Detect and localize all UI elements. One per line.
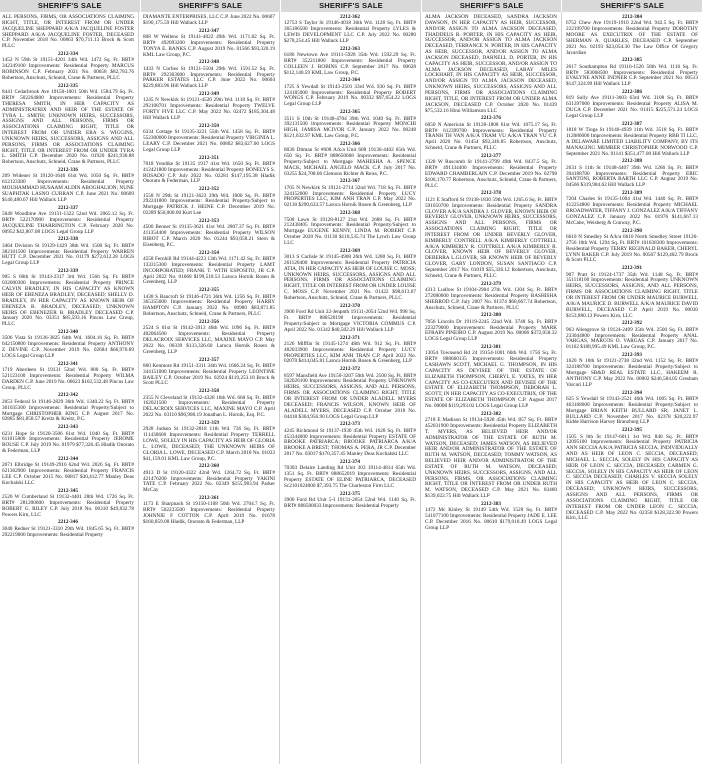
sale-notice-text: 3900 Ford Rd Unit 22-Jenpnth 19131-2054 52nd Wd. 998 Sq. Ft. BRT# 888520198 Improvements: Residential Property/Subject to Mortgage VICTORIA COMMUS C.P. April 2022 No. 01342 $40,502.29 Hill Wallack LLP	[284, 309, 416, 333]
sale-number: 2212-393	[621, 352, 643, 359]
sale-notice-text: 12753 S Taylor St 19146-4018 36th Wd. 1128 Sq. Ft. BRT# 365186500 Improvements: Residential Property LYLES & LEWIS DEVELOPMENT LLC C.P. July 2022 No. 00280 $278,254.45 Hill Wallack LLP	[284, 20, 416, 44]
sale-notice-text: 8441 Cedarbrook Ave 19150-1001 50th Wd. 1584.79 Sq. Ft. BRT# 502264800 Improvements: Residential Property THERESA SMITH, IN HER CAPACITY AS ADMINISTRATRIX AND HEIR OF THE ESTATE OF TYRA L. SMITH; UNKNOWN HEIRS, SUCCESSORS, ASSIGNS AND ALL PERSONS, FIRMS OR ASSOCIATIONS CLAIMING RIGHT, TITLE OR INTEREST FROM OR UNDER ERA S. WIGGINS, UNKNOWN HEIRS, SUCCESSORS, ASSIGNS AND ALL PERSONS, FIRMS OR ASSOCIATIONS CLAIMING RIGHT, TITLE OR INTEREST FROM OR UNDER TYRA L. SMITH C.P. December 2020 No. 01920 $241,930.88 Robertson, Anschutz, Schneid, Crane & Partners, PLLC	[2, 89, 134, 166]
sale-notice	[566, 191, 698, 227]
sale-number: 2212-362	[339, 14, 361, 20]
sale-notice	[284, 336, 416, 366]
sale-notice	[566, 159, 698, 189]
sale-notice-text: 209 Widener St 19120-1646 61st Wd. 1050 Sq. Ft. BRT# 612123300 Improvements: Residential Property MOUHAMMAD HUSAAM ALDIN ABOGHALION; NUNE SUAPHTAK LASNO CURRAN C.P. June 2021 No. 00609 $140,480.67 Hill Wallack LLP	[2, 173, 134, 203]
sale-number: 2212-348	[198, 59, 220, 66]
sale-number: 2212-363	[339, 45, 361, 52]
sale-number: 2212-383	[480, 501, 502, 507]
sale-notice-text: 1719 Aberdeen St 19131 52nd Wd. 880 Sq. Ft. BRT# 521123100 Improvements: Residential Property WILMA DARDEN C.P. June 2019 No. 06623 $102,532.48 Pincus Law Group, PLLC	[2, 367, 134, 391]
column-header: SHERIFF'S SALE	[280, 0, 421, 12]
sale-notice	[2, 362, 134, 392]
column-header: SHERIFF'S SALE	[0, 0, 140, 12]
sale-notice	[2, 206, 134, 236]
sale-number: 2212-336	[57, 167, 79, 174]
sale-number: 2212-387	[621, 120, 643, 127]
sale-notice	[425, 412, 557, 500]
sale-number: 2212-366	[339, 140, 361, 147]
sale-notice	[425, 345, 557, 410]
sale-notice	[284, 47, 416, 77]
sale-notice	[284, 460, 416, 490]
sale-number: 2212-338	[57, 236, 79, 243]
sale-notice	[143, 124, 275, 154]
sale-notice	[425, 154, 557, 190]
sale-number: 2212-394	[621, 389, 643, 396]
sale-notice-text: 1452 N 59th St 19151-4201 34th Wd. 1472 Sq. Ft. BRT# 342349100 Improvements: Residential Property MARCUS ROBINSON C.P. February 2021 No. 00658 $82,783.76 Robertson, Anschutz, Schneid, Crane & Partners, PLLC	[2, 57, 134, 81]
sale-notice-text: 6752 Chew Ave 19119-1910 22nd Wd. 942.5 Sq. Ft. BRT# 222199700 Improvements: Residential Property DOROTHY MOORE AS EXECUTRIX OF THE ESTATE OF SHERMAN A. QUARLES, DECEASED C.P. September 2021 No. 02193 $23,054.30 The Law Office Of Gregory Javardian	[566, 20, 698, 56]
sale-notice	[143, 251, 275, 287]
sale-notice-text: 13054 Townsend Rd 24 19154-1001 66th Wd. 1756 Sq. Ft. BRT# 888660135 Improvements: Residential Property LASHAWN SCOTT, MICHAEL G. THOMPSON, IN HIS CAPACITY AS DEVISEE OF THE ESTATE OF ELIZABETH THOMPSON, CHERYL E. YATES, IN HER CAPACITY AS CO-EXECUTRIX AND DEVISEE OF THE ESTATE OF ELIZABETH THOMPSON, DEBORAH L. SCOTT, IN HER CAPACITY AS CO-EXECUTRIX, OF THE ESTATE OF ELIZABETH THOMPSON C.P. August 2017 No. 00008 $119,293.02 LOGS Legal Group LLP	[425, 350, 557, 409]
sale-number: 2212-345	[57, 487, 79, 494]
sale-notice-text: 625 S Yewdall St 19143-2521 46th Wd. 1005 Sq. Ft. BRT# 463168600 Improvements: Residential Property/Subject to Mortgage BRIAN KEITH BULLARD SR; JANET L. BULLARD C.P. November 2017 No. 02378 $20,222.97 Kidde Harrison Harvey Branzburg LLP	[566, 395, 698, 426]
sale-notice-text: 8030 Ditman St #608 A/k/a Unit 608 19136-4402 65th Wd. 650 Sq. Ft. BRT# 888650668 Improvements: Residential Property/Subject to Mortgage MAHESHA A. SPENCE MACK, MICHAEL ANGELO MACK C.P. July 2017 No. 03255 $24,708.06 Clemons Richter & Reiss, P.C.	[284, 147, 416, 177]
sale-notice	[143, 320, 275, 356]
sale-notice-text: 3506 Vista St 19136-3825 64th Wd. 1604.16 Sq. Ft. BRT# 642150800 Improvements: Residential Property ANTHONY Z DEVINE C.P. November 2019 No. 02684 $66,970.89 LOGS Legal Group LLP	[2, 335, 134, 359]
sale-notice	[2, 393, 134, 423]
sale-number: 2212-391	[621, 265, 643, 272]
sale-notice-text: 1328 W Ruscomb St 19141-2799 49th Wd. 8437.5 Sq. Ft. BRT# 491134400 Improvements: Residential Property EDWARD CHAMBERLAIN C.P. December 2019 No. 02798 $106,170.77 Robertson, Anschutz, Schneid, Crane & Partners, PLLC	[425, 159, 557, 189]
sale-number: 2212-358	[198, 388, 220, 395]
sale-number: 2212-340	[57, 329, 79, 336]
sale-number: 2212-381	[480, 344, 502, 351]
sale-notice	[284, 78, 416, 108]
sale-notice	[2, 269, 134, 328]
sale-number: 2212-388	[621, 158, 643, 165]
sale-notice	[566, 122, 698, 158]
sale-number: 2212-339	[57, 268, 79, 275]
notice-column-1	[0, 12, 138, 764]
sale-notice-text: 5640 Woodbine Ave 19131-1322 52nd Wd. 2065.12 Sq. Ft. BRT# 522170900 Improvements: Residential Property JACQUELINE THARRINGTON C.P. February 2020 No. 00952 $42,807.08 LOGS Legal Group LLP	[2, 211, 134, 235]
sale-notice	[2, 168, 134, 204]
sale-notice	[2, 520, 134, 538]
sale-number: 2212-356	[198, 319, 220, 325]
sale-notice	[143, 358, 275, 388]
sale-number: 2212-392	[621, 320, 643, 327]
sale-notice	[566, 90, 698, 120]
sale-notice	[143, 288, 275, 318]
sale-notice	[284, 110, 416, 140]
sale-notice-text: 4500 Benner St 19135-3621 41st Wd. 2807.37 Sq. Ft. BRT# 411354400 Improvements: Residential Property WILSON RIBOT C.P. March 2020 No. 01244 $93,058.21 Stern & Eisenberg, P.C.	[143, 224, 275, 248]
notice-column-5	[561, 12, 702, 764]
sale-number: 2212-337	[57, 204, 79, 211]
sale-notice	[425, 313, 557, 343]
sale-notice	[566, 15, 698, 56]
sale-number: 2212-360	[198, 463, 220, 470]
sale-notice	[2, 84, 134, 166]
sale-notice-text: 3048 Redner St 19121-3310 29th Wd. 1845.65 Sq. Ft. BRT# 292219000 Improvements: Residential Property	[2, 525, 134, 538]
sale-notice	[425, 191, 557, 279]
sale-notice	[143, 60, 275, 90]
sale-notice	[425, 282, 557, 312]
sale-number: 2212-352	[198, 186, 220, 193]
sale-notice	[566, 58, 698, 88]
sale-number: 2212-372	[339, 366, 361, 373]
sale-notice	[284, 492, 416, 510]
sale-notice-text: 8597 Mansfield Ave 19150-3207 50th Wd. 2500 Sq. Ft. BRT# 502026100 Improvements: Residential Property UNKNOWN HEIRS, SUCCESSORS, ASSIGNS, AND ALL PERSONS, FIRMS OR ASSOCIATIONS CLAIMING RIGHT, TITLE OR INTEREST FROM OR UNDER ALADELL MYERS DECEASED; FRANCIS WILSON, KNOWN HEIR OF ALADELL MYERS, DECEASED C.P. October 2018 No. 04418 $304,956.90 LOGS Legal Group LLP	[284, 372, 416, 420]
sale-notice	[284, 179, 416, 209]
sale-notice-text: 6334 Cottage St 19135-3221 55th Wd. 1458 Sq. Ft. BRT# 552300000 Improvements: Residential Property VIRGINIA L. LEARY C.P. December 2021 No. 00802 $83,627.00 LOGS Legal Group LLP	[143, 129, 275, 153]
sale-number: 2212-368	[339, 210, 361, 217]
sale-number: 2212-364	[339, 77, 361, 84]
sale-notice	[566, 428, 698, 522]
sale-number: 2212-347	[198, 27, 220, 34]
sale-notice-text: 70303 Delaire Landing Rd Unit 303 19114-4814 65th Wd. 1351 Sq. Ft. BRT# 888652019 Improvements: Residential Property ESTATE OF ELINE PATRIARCA, DECEASED Sc2101024000 $7,393.75 The Charleston Firm LLC	[284, 465, 416, 489]
sale-notice-text: 7018 Yondike St 19135 1917 41st Wd. 1650 Sq. Ft. BRT# 412421800 Improvements: Residential Property BONELYS S. ROSADO C.P. July 2022 No. 02281 $147,195.38 Hladik Onorato & Federman, LLP	[143, 160, 275, 185]
sale-number: 2212-386	[621, 89, 643, 96]
sale-notice	[566, 391, 698, 427]
sale-notice	[143, 421, 275, 462]
sale-notice	[566, 353, 698, 389]
sale-number: 2212-384	[621, 14, 643, 20]
sale-notice	[2, 52, 134, 82]
sale-notice	[143, 219, 275, 249]
sale-notice-text: ALL PERSONS, FIRMS, OR ASSOCIATIONS CLAIMING RIGHT, TITLE, OR INTEREST FROM OR UNDER JACQUELINE SHEPPARD A/K/A JACQUELINE FOSTER SHEPPARD A/K/A JACQUELINE FOSTER, DECEASED C.P. November 2018 No. 00863 $70,711.13 Brock & Scott PLLC	[2, 14, 134, 50]
sale-notice-text: 2355 N Cleveland St 19132-4328 16th Wd. 660 Sq. Ft. BRT# 162021500 Improvements: Residential Property DELACROIX SERVICES LLC, MAXINE MAYO C.P. April 2022 No. 03110 $96,908.19 Jonathan L. Hornik, Esq. P.C.	[143, 394, 275, 419]
sale-notice-text: 1472 Mc Kinley St 19149 54th Wd. 1528 Sq. Ft. BRT# 541077100 Improvements: Residential Property JADE E. LEE C.P. December 2016 No. 00610 $179,010.49 LOGS Legal Group LLP	[425, 507, 557, 531]
sale-notice	[425, 502, 557, 532]
sale-notice-text: 3464 Division St 19129-1429 38th Wd. 1500 Sq. Ft. BRT# 382101500 Improvements: Residential Property WARREN HUTT C.P. December 2021 No. 01179 $272,612.28 LOGS Legal Group LLP	[2, 242, 134, 267]
sale-notice-text: 7204 Charles St 19135-1004 41st Wd. 1440 Sq. Ft. BRT# 412254800 Improvements: Residential Property MICHAEL BROADWATER, TIFFANY J. GONZALEZ A/K/A TIFFANY GONZALEZ C.P. January 2022 No. 01976 $141,667.13 McCabe, Weisberg & Conway, P.C.	[566, 196, 698, 226]
sale-number: 2212-346	[57, 519, 79, 526]
sale-notice-text: ALMA JACKSON DECEASED, SANDRA JACKSON DAWSON, IN HER CAPACITY AS HEIR, SUCCESSOR, AND/OR ASSIGN TO ALMA JACKSON DECEASED, THADDEUS R. PORTER, IN HIS CAPACITY AS HEIR, SUCCESSOR, AND/OR ASSIGN TO ALMA JACKSON DECEASED, TERRANCE N. PORTER, IN HIS CAPACITY AS HEIR, SUCCESSOR, AND/OR ASSIGN TO ALMA JACKSON DECEASED, DARNELL D. PORTER, IN HIS CAPACITY AS HEIR, SUCCESSOR, AND/OR ASSIGN TO ALMA JACKSON DECEASED, LARAY MILES LOCKHART, IN HIS CAPACITY AS HEIR, SUCCESSOR, AND/OR ASSIGN TO ALMA JACKSON DECEASED, UNKNOWN HEIRS, SUCCESSORS, ASSIGNS AND ALL PERSONS, FIRMS OR ASSOCIATIONS CLAIMING RIGHT, TITLE, OR INTEREST FROM OR UNDER ALMA JACKSON, DECEASED C.P. October 2020 No. 01439 $75,532.16 Hinn Williamson LLC	[425, 14, 557, 114]
sale-notice	[143, 15, 275, 27]
sale-notice	[284, 211, 416, 247]
sale-notice-text: 819 Solly Ave 19111-3603 63rd Wd. 3108 Sq. Ft. BRT# 631397000 Improvements: Residential Property ALISA M. DUCA C.P. December 2021 No. 01415 $225,571.24 LOGS Legal Group LLP	[566, 95, 698, 119]
notice-column-4	[420, 12, 561, 764]
sale-number: 2212-385	[621, 57, 643, 64]
sale-notice-text: 3511 S 10th St 19148-4704 39th Wd. 1040 Sq. Ft. BRT# 392131500 Improvements: Residential Property MONCHI HIGH, JAMISA MCIVOR C.P. January 2022 No. 00248 $121,032.97 KML Law Group, P.C.	[284, 115, 416, 140]
sale-number: 2212-350	[198, 122, 220, 129]
sale-notice-text: 2526 W Cumberland St 19132-4401 28th Wd. 1726 Sq. Ft. BRT# 281200600 Improvements: Residential Property ROBERT G. RILEY C.P. July 2018 No. 00310 $49,832.78 Powers Kirn, LLC	[2, 493, 134, 518]
sale-number: 2212-377	[480, 152, 502, 159]
sale-notice-text: 4913 D St 19120-4322 42nd Wd. 1264.72 Sq. Ft. BRT# 421476200 Improvements: Residential Property YAKINI TATE C.P. February 2022 No. 02349 $155,983.94 Parker McCay	[143, 469, 275, 494]
sale-number: 2212-376	[480, 115, 502, 122]
sale-number: 2212-378	[480, 190, 502, 197]
notice-columns	[0, 12, 702, 764]
sale-notice-text: 2617 Southampton Rd 19116-1526 58th Wd. 1116 Sq. Ft. BRT# 583068500 Improvements: Residential Property EVALYNE ANNE INDNER C.P. September 2021 No. 00513 $147,324.99 Hill Wallack LLP	[566, 63, 698, 88]
column-header: SHERIFF'S SALE	[561, 0, 702, 12]
sale-number: 2212-351	[198, 154, 220, 161]
sale-number: 2212-334	[57, 51, 79, 58]
column-header: SHERIFF'S SALE	[421, 0, 562, 12]
sale-notice-text: 4313 Ludlow St 19104-2904 27th Wd. 1204 Sq. Ft. BRT# 272080000 Improvements: Residential Property BASHISHA SHERROD C.P. July 2007 No. 01374 $68,667.74 Robertson, Anschutz, Schneid, Crane & Partners, PLLC	[425, 286, 557, 311]
sale-notice-text: 907 Pratt St 19124-1737 35th Wd. 1148 Sq. Ft. BRT# 351118100 Improvements: Residential Property UNKNOWN HEIRS, SUCCESSORS, ASSIGNS, AND ALL PERSONS, FIRMS OR ASSOCIATIONS CLAIMING RIGHT, TITLE OR INTEREST FROM OR UNDER MAURICE BURWELL A/K/A MAURICE D. BURWELL A/K/A MAURICE DAVID BURWELL, DECEASED C.P. April 2019 No. 00030 $153,880.13 Powers Kirn, LLC	[566, 271, 698, 319]
sale-notice-text: 2928 Judson St 19132-2818 11th Wd. 736 Sq. Ft. BRT# 111430600 Improvements: Residential Property TERRELL LOWE, SOLELY IN HIS CAPACITY AS HEIR OF GLORIA L. LOWE, DECEASED; THE UNKNOWN HEIRS OF GLORIA L. LOWE, DECEASED C.P. March 2018 No. 01033 $41,159.01 KML Law Group, P.C.	[143, 426, 275, 462]
sale-notice	[143, 92, 275, 122]
sale-notice-text: 963 Allengrove St 19124-2409 35th Wd. 2500 Sq. Ft. BRT# 233044800 Improvements: Residential Property ANAL VARGAS, MARCOS O. VARGAS C.P. January 2017 No. 01162 $188,995.49 KML Law Group, P.C.	[566, 326, 698, 351]
sale-notice-text: 7056 Lincoln Dr 19119-2245 22nd Wd. 3748 Sq. Ft. BRT# 223279600 Improvements: Residential Property MARK EFRAIN PINEIRO C.P. August 2019 No. 00006 $372,058.32 LOGS Legal Group LLP	[425, 318, 557, 343]
sale-number: 2212-389	[621, 190, 643, 197]
sale-notice-text: 2126 Mifflin St 19145-1274 48th Wd. 912 Sq. Ft. BRT# 482033900 Improvements: Residential Property LUCY PROPERTIES LLC, KIM ANH TRAN C.P. April 2022 No. 02070 $414,045.81 Laroca Hornik Rosen & Greenberg, LLP	[284, 340, 416, 365]
sale-notice	[143, 29, 275, 59]
sale-number: 2212-361	[198, 495, 220, 502]
sale-notice	[2, 237, 134, 267]
sale-number: 2212-342	[57, 392, 79, 399]
sale-notice-text: 1620 N 10th St 19121-2738 32nd Wd. 1152 Sq. Ft. BRT# 324188700 Improvements: Residential Property/Subject to Mortgage SB&D REAL ESTATE LLC, HAKEEM R. ANTHONY C.P. May 2022 No. 00002 $246,584.05 Gresham Varcari LLP	[566, 358, 698, 388]
sale-number: 2212-390	[621, 227, 643, 234]
sale-number: 2212-353	[198, 218, 220, 224]
sale-notice	[143, 389, 275, 419]
sale-notice-text: 6231 Hope St 19120-3506 61st Wd. 1040 Sq. Ft. BRT# 611015800 Improvements: Residential Property JEROME ROUSE C.P. July 2019 No. 01979 $77,326.45 Hladik Onorato & Federman, LLP	[2, 430, 134, 455]
sale-notice	[566, 229, 698, 265]
column-header-row	[0, 0, 702, 12]
sale-notice	[425, 15, 557, 114]
sale-notice-text: 1438 S Bancroft St 19146-4721 36th Wd. 1256 Sq. Ft. BRT# 365355000 Improvements: Residential Property HARRY HAMPTON C.P. January 2022 No. 00980 $83,871.85 Robertson, Anschutz, Schneid, Crane & Partners, PLLC	[143, 293, 275, 318]
sale-notice-text: 2524 S 61st St 19142-3913 40th Wd. 1096 Sq. Ft. BRT# 402064500 Improvements: Residential Property DELACROIX SERVICES LLC, MAXINE MAYO C.P. May 2022 No. 00339 $133,326.60 Laroca Hornik Rosen & Greenberg, LLP	[143, 325, 275, 355]
sale-number: 2212-344	[57, 455, 79, 462]
sale-notice	[284, 367, 416, 420]
sale-notice	[284, 142, 416, 178]
sale-notice-text: 1173 E Sharpnack St 19150-1108 50th Wd. 2704.7 Sq. Ft. BRT# 502233500 Improvements: Residential Property JOHNNIE F COTTON C.P. April 2019 No. 01678 $160,859.08 Hladik, Onorato & Federman, LLP	[143, 501, 275, 525]
sale-number: 2212-349	[198, 91, 220, 98]
sale-notice-text: 1245 N Newkirk St 19121-4526 29th Wd. 1118 Sq. Ft. BRT# 292108701 Improvements: Residential Property TWELVE FORTY FIVE LLC C.P. May 2022 No. 02472 $185,304.48 Hill Wallack LLP	[143, 97, 275, 121]
sale-notice-text: 2718 E Madison St 19134-5928 45th Wd. 857 Sq. Ft. BRT# 452031900 Improvements: Residential Property ELIZABETH T. MYERS, AS BELIEVED HEIR AND/OR ADMINISTRATOR OF THE ESTATE OF RUTH M. WATSON, DECEASED; JAMES WATSON, AS BELIEVED HEIR AND/OR ADMINISTRATOR OF THE ESTATE OF RUTH M. WATSON, DECEASED; TOMMY WATSON, AS BELIEVED HEIR AND/OR ADMINISTRATOR OF THE ESTATE OF RUTH M. WATSON, DECEASED; UNKNOWN HEIRS, SUCCESSORS, ASSIGNS, AND ALL PERSONS, FIRMS, OR ASSOCIATIONS CLAIMING RIGHT, TITLE OR INTEREST FROM OR UNDER RUTH M. WATSON, DECEASED C.P. May 2021 No. 03460 $139,022.75 Hill Wallack LLP	[425, 417, 557, 500]
sale-notice-text: 1705 N Newkirk St 19121-2714 32nd Wd. 718 Sq. Ft. BRT# 324152000 Improvements: Residential Property LUCY PROPERTIES LLC, KIM ANH TRAN C.P. May 2022 No. 02130 $290,633.57 Laroca Hornik Rosen & Greenberg, LLP	[284, 184, 416, 209]
sale-number: 2212-369	[339, 247, 361, 254]
sale-notice	[2, 15, 134, 50]
sale-number: 2212-365	[339, 109, 361, 116]
sale-number: 2212-380	[480, 312, 502, 319]
sale-number: 2212-335	[57, 82, 79, 89]
sale-notice-text: 1505 S 8th St 19147-6011 1st Wd. 840 Sq. Ft. BRT# 12095100 Improvements: Residential Property PATRICIA ANN SECCIA A/K/A PATRICIA SECCIA, INDIVIDUALLY AND AS HEIR OF LEON C. SECCIA, DECEASED; MICHAEL L. SECCIA, SOLELY IN HIS CAPACITY AS HEIR OF LEON C. SECCIA, DECEASED; CARMEN G. SECCIA, SOLELY IN HIS CAPACITY AS HEIR OF LEON C. SECCIA DECEASED; CHARLES V. SECCIA SOLELY IN HIS CAPACITY AS HEIR OF LEON C. SECCIA, DECEASED; UNKNOWN HEIRS, SUCCESSORS, ASSIGNS AND ALL PERSONS, FIRMS OR ASSOCIATIONS CLAIMING RIGHT, TITLE OR INTEREST FROM OR UNDER LEON C. SECCIA, DECEASED C.P. May 2022 No. 02350 $128,322.90 Powers Kirn, LLC	[566, 433, 698, 522]
sale-number: 2212-395	[621, 427, 643, 434]
sale-notice-text: 6610 N Smedley St A/k/a 6610 North Smedley Street 19126-2756 10th Wd. 1294 Sq. Ft. BRT# 101038300 Improvements: Residential Property TERRY REGINALD BAKER, CHERYL LYNN BAKER C.P. July 2019 No. 00567 $129,402.79 Brock & Scott PLLC	[566, 234, 698, 264]
sale-notice	[425, 116, 557, 152]
sale-notice	[143, 464, 275, 494]
sale-number: 2212-379	[480, 280, 502, 287]
sale-notice	[284, 249, 416, 302]
sale-notice	[2, 425, 134, 455]
sale-notice-text: 2671 Elbridge St 19149-2916 62nd Wd. 2026 Sq. Ft. BRT# 621302900 Improvements: Residential Property FRANCIS LEE C.P. October 2015 No. 00817 $30,412.77 Manley Deas Kochalski LLC	[2, 462, 134, 486]
sale-number: 2212-373	[339, 421, 361, 428]
sale-notice	[284, 422, 416, 458]
sale-notice-text: 3900 Ford Rd Unit 5-I 19131-2054 52nd Wd. 1140 Sq. Ft. BRT# 888580033 Improvements: Residential Property	[284, 496, 416, 509]
sale-number: 2212-375	[339, 490, 361, 497]
sale-number: 2212-370	[339, 302, 361, 309]
sale-notice-text: 2631 S 11th St 19148-4407 39th Wd. 1266 Sq. Ft. BRT# 394188700 Improvements: Residential Property ERIC SANTONI, ROBERTA BARTH LLC C.P. August 2019 No. 04566 $319,984.62 Hill Wallack LLP	[566, 164, 698, 189]
sale-notice-text: 7508 Lawn St 19128-8127 21st Wd. 2688 Sq. Ft. BRT# 212438405 Improvements: Residential Property/Subject to Mortgage EUGENE KENNY, LINDA M. ROBERT C.P. October 2020 No. 01130 $110,535.74 The Lynch Law Group LLC	[284, 216, 416, 246]
sale-number: 2212-343	[57, 424, 79, 431]
sale-notice-text: 1558 N 29th St 19121-3623 29th Wd. 1000 Sq. Ft. BRT# 292241800 Improvements: Residential Property/Subject to Mortgage PATRICK J. HEINE C.P. December 2019 No. 02289 $50,000.00 Kurt Lee	[143, 192, 275, 217]
sale-number: 2212-341	[57, 360, 79, 367]
sale-number: 2212-357	[198, 356, 220, 363]
column-header: SHERIFF'S SALE	[140, 0, 281, 12]
sale-notice-text: 6186 Newtown Ave 19111-5928 35th Wd. 1592.29 Sq. Ft. BRT# 352211800 Improvements: Residential Property COLLEEN J. ROBINS C.P. September 2017 No. 00628 $112,140.59 KML Law Group, P.C.	[284, 52, 416, 76]
sale-number: 2212-367	[339, 178, 361, 185]
sale-notice-text: 4245 Richmond St 19137-1930 45th Wd. 1628 Sq. Ft. BRT# 453344000 Improvements: Residential Property ESTATE OF BROOKE PATRIARCA; BROOKE PATRIARCA A/K/A BROOKE A BREST; THOMAS A. PERA, JR C.P. December 2017 No. 03017 $170,357.45 Manley Deas Kochalski LLC	[284, 427, 416, 458]
sale-notice-text: 808 W Wellens St 19141-4022 49th Wd. 1171.82 Sq. Ft. BRT# 492093200 Improvements: Residential Property TONYA E. BANKS C.P. August 2019 No. 01566 $93,320.19 KML Law Group, P.C.	[143, 34, 275, 58]
sale-notice-text: 3013 S Carlisle St 19145-4908 26th Wd. 1280 Sq. Ft. BRT# 261126400 Improvements: Residential Property PATRICIA ATIA, IN HER CAPACITY AS HEIR OF LOUISE C. MOSS; UNKNOWN HEIRS, SUCCESSORS, ASSIGNS AND ALL PERSONS, FIRMS OR ASSOCIATIONS CLAIMING RIGHT, TITLE OR INTEREST FROM OR UNDER LOUISE C. MOSS C.P. November 2021 No. 01422 $98,613.07 Robertson, Anschutz, Schneid, Crane & Partners, PLLC	[284, 254, 416, 301]
sale-notice-text: 905 S 60th St 19143-2317 3rd Wd. 1566 Sq. Ft. BRT# 032000300 Improvements: Residential Property PRINCE CALVIN BRADLEY, IN HIS CAPACITY AS KNOWN HEIR OF EBENEZA BRADLEY, DECEASED; SHELLY D. BRADLEY, IN HER CAPACITY AS KNOWN HEIR OF EBENEZA B. BRADLEY, DECEASED; UNKNOWN HEIRS OF EBENEZER B. BRADLEY DECEASED C.P. January 2020 No. 03351 $85,593.16 Pincus Law Group, PLLC	[2, 274, 134, 328]
sale-number: 2212-359	[198, 420, 220, 426]
sale-notice-text: 1725 S Yewdall St 19143-2501 33rd Wd. 930 Sq. Ft. BRT# 124185900 Improvements: Residential Property ROBERT WONGS C.P. February 2019 No. 00332 $97,654.22 LOGS Legal Group LLP	[284, 83, 416, 108]
sale-notice-text: 4558 Fernhill Rd 19144-4223 13th Wd. 1171.42 Sq. Ft. BRT# 133315300 Improvements: Residential Property LAMT INCORPORATED; FRANK T. WITH ESPOSITO, JR C.P. April 2022 No. 01668 $199,518.53 Laroca Hornik Rosen & Greenberg, LLP	[143, 256, 275, 286]
sale-notice-text: DIAMANTE ENTERPRISES, LLC C.P. June 2022 No. 00607 $190,175.59 Hill Wallack LLP	[143, 14, 275, 26]
sale-number: 2212-355	[198, 287, 220, 294]
sale-notice-text: 2053 Federal St 19146-2829 36th Wd. 1340.22 Sq. Ft. BRT# 361035300 Improvements: Residential Property/Subject to Mortgage CHRISTOPHER KING C.P. August 2017 No. 02885 $81,858.57 Kreitz & Kreitz, P.C.	[2, 398, 134, 423]
sale-notice	[284, 15, 416, 45]
sale-notice	[566, 266, 698, 319]
sale-number: 2212-382	[480, 410, 502, 417]
sale-notice	[566, 321, 698, 351]
sale-notice	[143, 187, 275, 217]
sale-notice-text: 860 Kenmore Rd 19151-3311 34th Wd. 1666.24 Sq. Ft. BRT# 344151000 Improvements: Residential Property LEONTINE BAILEY C.P. October 2019 No. 02924 $119,253.18 Brock & Scott PLLC	[143, 362, 275, 387]
sale-notice	[2, 457, 134, 487]
sale-notice-text: 1818 W Tioga St 19140-4939 11th Wd. 3518 Sq. Ft. BRT# 112086000 Improvements: Residential Property RBB TI LLC, A DELAWARE LIMITED LIABILITY COMPANY, BY ITS MANAGING MEMBER CHRISTOPHER NORWOOD C.P. September 2021 No. 01141 $351,477.00 Hill Wallack LLP	[566, 127, 698, 157]
sale-notice	[2, 489, 134, 519]
sale-notice-text: 1121 E Stafford St 19138-1830 59th Wd. 1265.6 Sq. Ft. BRT# 591050700 Improvements: Residential Property SANDRA GLOVER A/K/A SANDRA J. GLOVER, KNOWN HEIR OF BEVERLY GLOVER, UNKNOWN HEIRS, SUCCESSORS, ASSIGNS AND ALL PERSONS, FIRMS OR ASSOCIATIONS CLAIMING RIGHT, TITLE OR INTEREST FROM OR UNDER BEVERLY GLOVER, KIMBERLY CONTRELL A/K/A KIMBERLY COTTRELL A/K/A KIMBERLY R. COTTRELL A/K/A KIMBERLY R. GLOVER, KNOWN HEIR OF BEVERLY GLOVER, DEBERRA L.GLOVER, SR KNOWN HEIR OF BEVERLY GLOVER, GARY LONDON, SUSAN SANTIAGO C.P. September 2017 No. 01019 $55,326.12 Robertson, Anschutz, Schneid, Crane & Partners, PLLC	[425, 196, 557, 279]
notice-column-2	[138, 12, 279, 764]
sale-notice-text: 6050 N American St 19120-1808 61st Wd. 1075.17 Sq. Ft. BRT# 612399700 Improvements: Residential Property TRANH TH VAN A/K/A TRAM VU A/K/A TRAN VU C.P. April 2020 No. 01454 $92,346.85 Robertson, Anschutz, Schneid, Crane & Partners, PLLC	[425, 121, 557, 152]
sale-notice	[143, 496, 275, 526]
sale-number: 2212-354	[198, 249, 220, 256]
sale-notice	[284, 304, 416, 334]
sale-number: 2212-374	[339, 458, 361, 465]
sale-notice	[143, 156, 275, 186]
sale-number: 2212-371	[339, 334, 361, 341]
sale-notice-text: 1433 N Corlies St 19121-5504 29th Wd. 1591.52 Sq. Ft. BRT# 292303000 Improvements: Residential Property PARKER ESTATES LLC C.P. June 2022 No. 00604 $229,883.96 Hill Wallack LLP	[143, 65, 275, 90]
sale-notice	[2, 330, 134, 360]
notice-column-3	[279, 12, 420, 764]
